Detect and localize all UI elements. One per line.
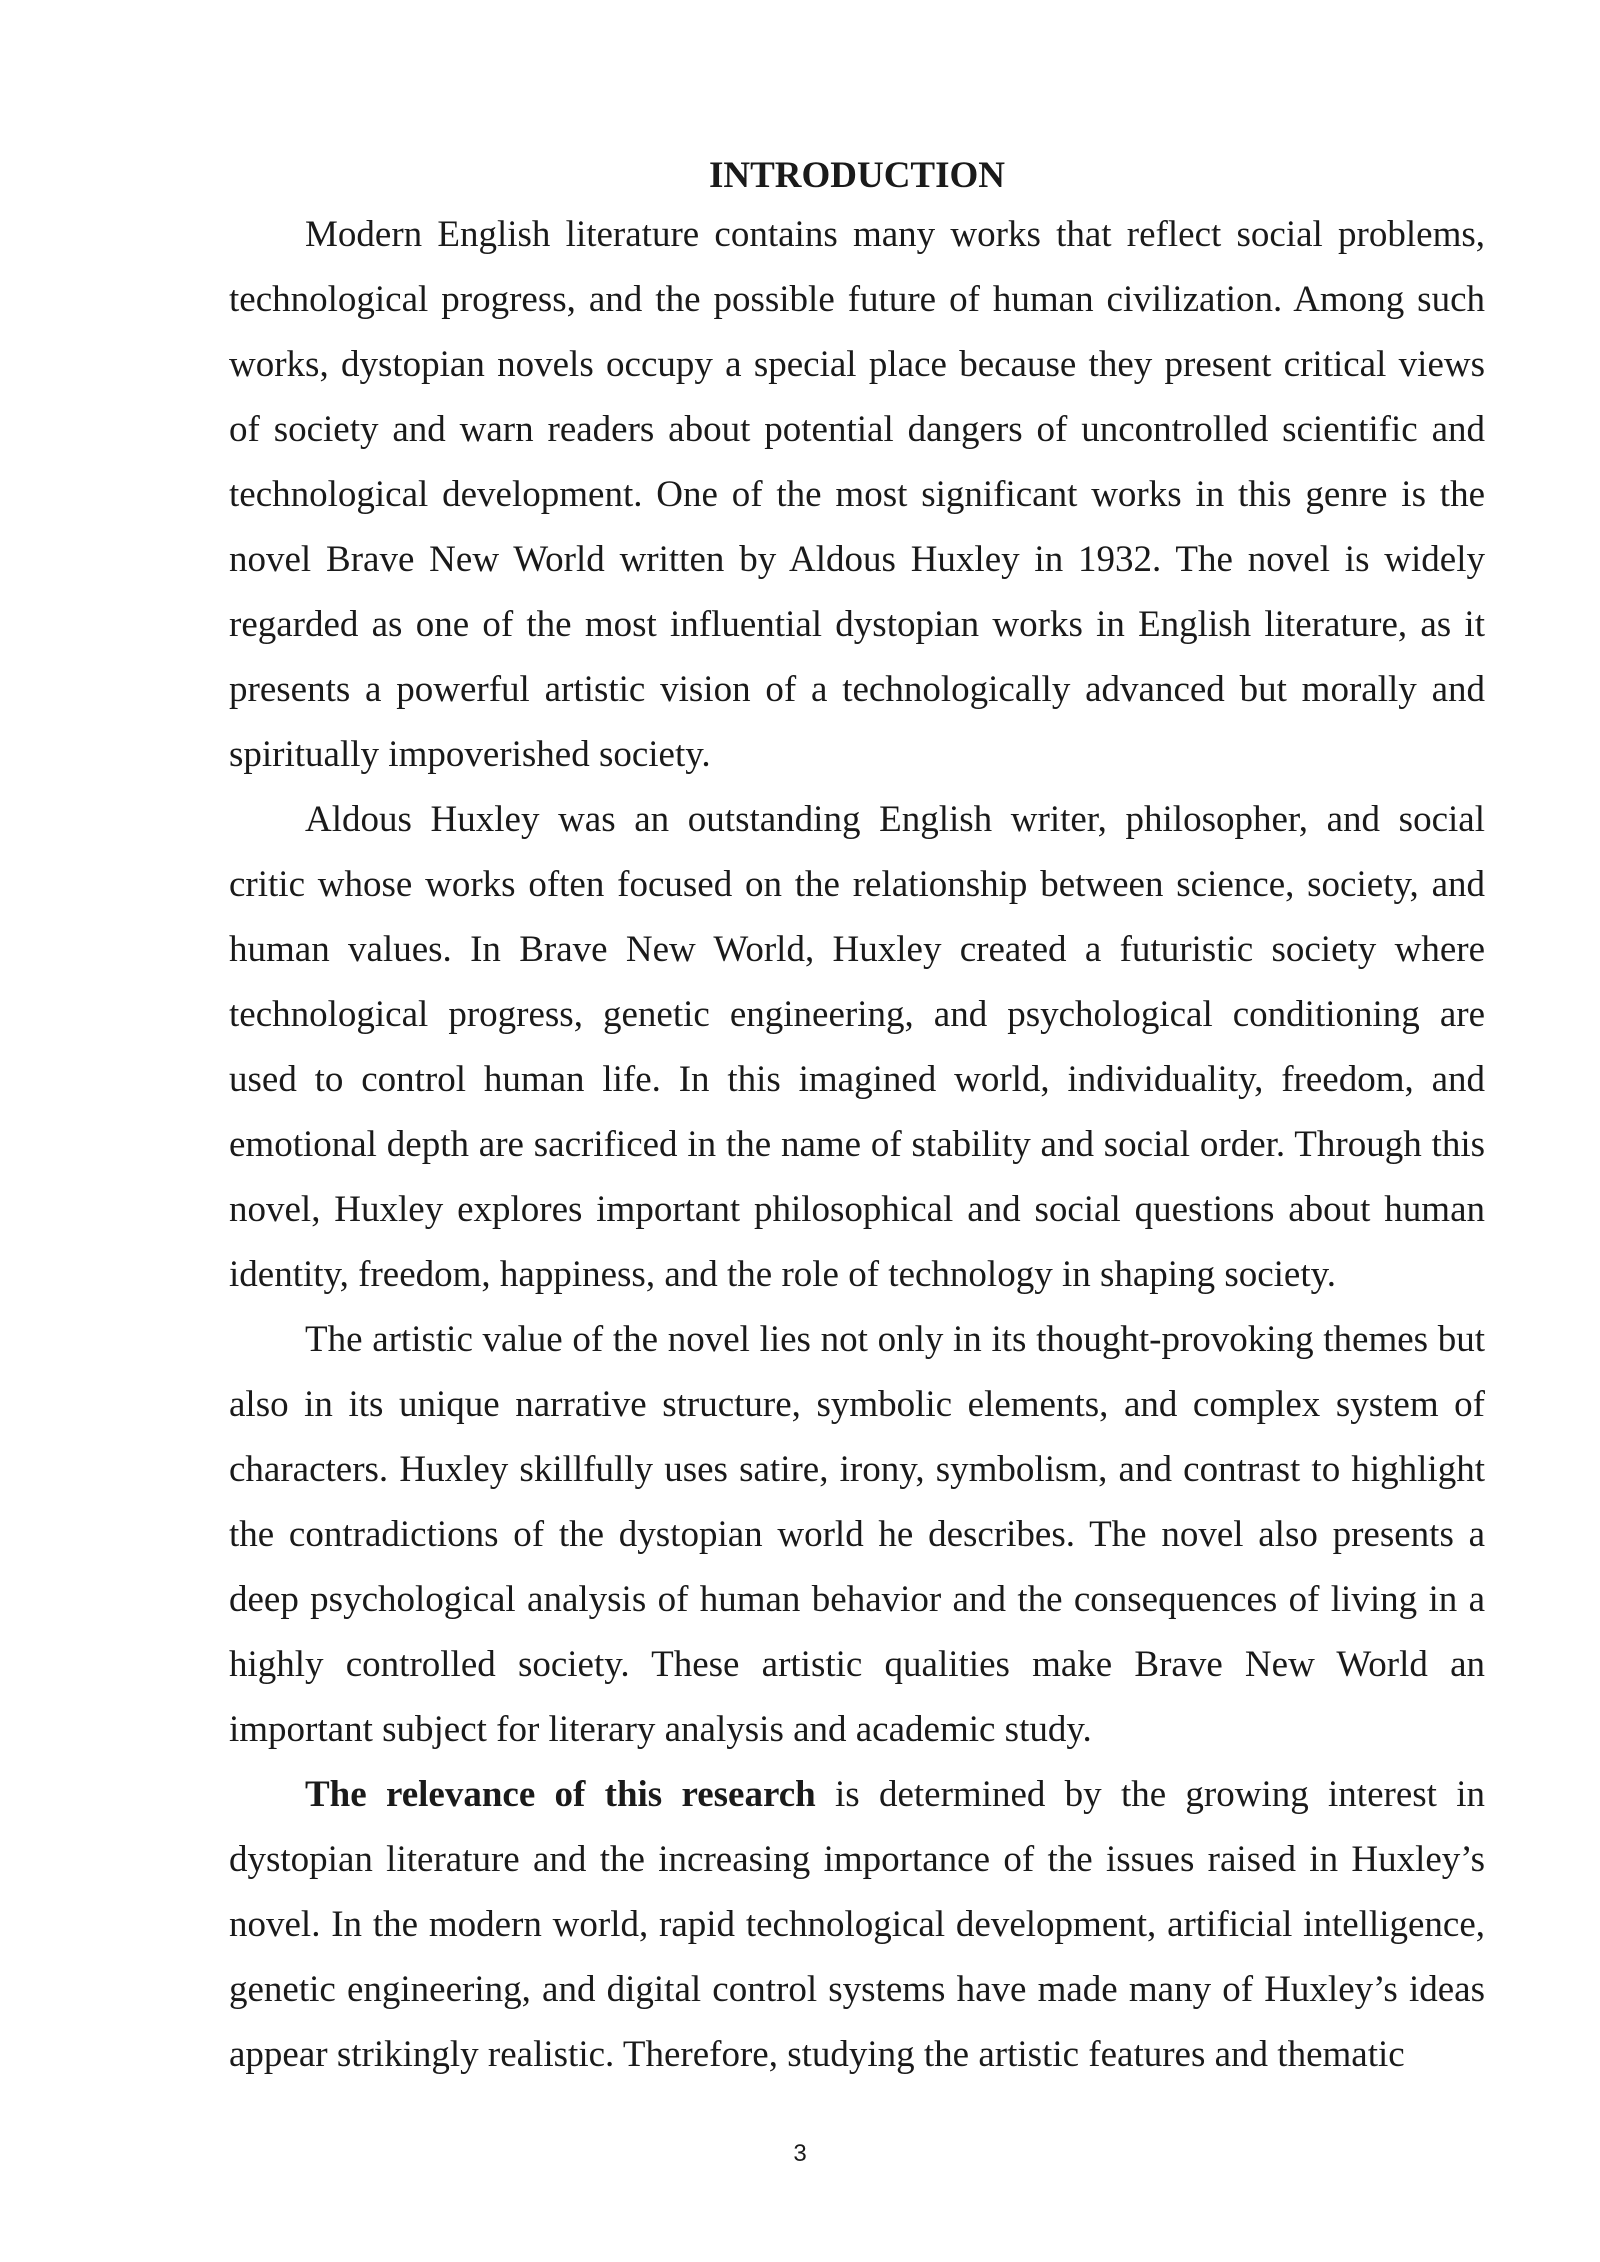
paragraph-1 (229, 202, 1485, 787)
paragraph-3-text: The artistic value of the novel lies not only in its thought-provoking themes but also in its unique narrative structure, symbolic elements, and complex system of characters. Huxley skillfully uses satire, irony, symbolism, and contrast to highlight the contradictions of the dystopian world he describes. The novel also presents a deep psychological analysis of human behavior and the consequences of living in a highly controlled society. These artistic qualities make Brave New World an important subject for literary analysis and academic study. (229, 1319, 1485, 1750)
relevance-lead: The relevance of this research (305, 1774, 816, 1815)
paragraph-4 (229, 1762, 1485, 2087)
paragraph-4-text: is determined by the growing interest in dystopian literature and the increasing importance of the issues raised in Huxley’s novel. In the modern world, rapid technological development, artificial intelligence, genetic engineering, and digital control systems have made many of Huxley’s ideas appear strikingly realistic. Therefore, studying the artistic features and thematic (229, 1774, 1485, 2075)
paragraph-2 (229, 787, 1485, 1307)
page-number: 3 (793, 2140, 807, 2167)
paragraph-1-text: Modern English literature contains many works that reflect social problems, technological progress, and the possible future of human civilization. Among such works, dystopian novels occupy a special place because they present critical views of society and warn readers about potential dangers of uncontrolled scientific and technological development. One of the most significant works in this genre is the novel Brave New World written by Aldous Huxley in 1932. The novel is widely regarded as one of the most influential dystopian works in English literature, as it presents a powerful artistic vision of a technologically advanced but morally and spiritually impoverished society. (229, 214, 1485, 775)
paragraph-2-text: Aldous Huxley was an outstanding English writer, philosopher, and social critic whose works often focused on the relationship between science, society, and human values. In Brave New World, Huxley created a futuristic society where technological progress, genetic engineering, and psychological conditioning are used to control human life. In this imagined world, individuality, freedom, and emotional depth are sacrificed in the name of stability and social order. Through this novel, Huxley explores important philosophical and social questions about human identity, freedom, happiness, and the role of technology in shaping society. (229, 799, 1485, 1295)
section-heading: INTRODUCTION (708, 155, 1006, 196)
document-page (229, 150, 1485, 2087)
paragraph-3 (229, 1307, 1485, 1762)
